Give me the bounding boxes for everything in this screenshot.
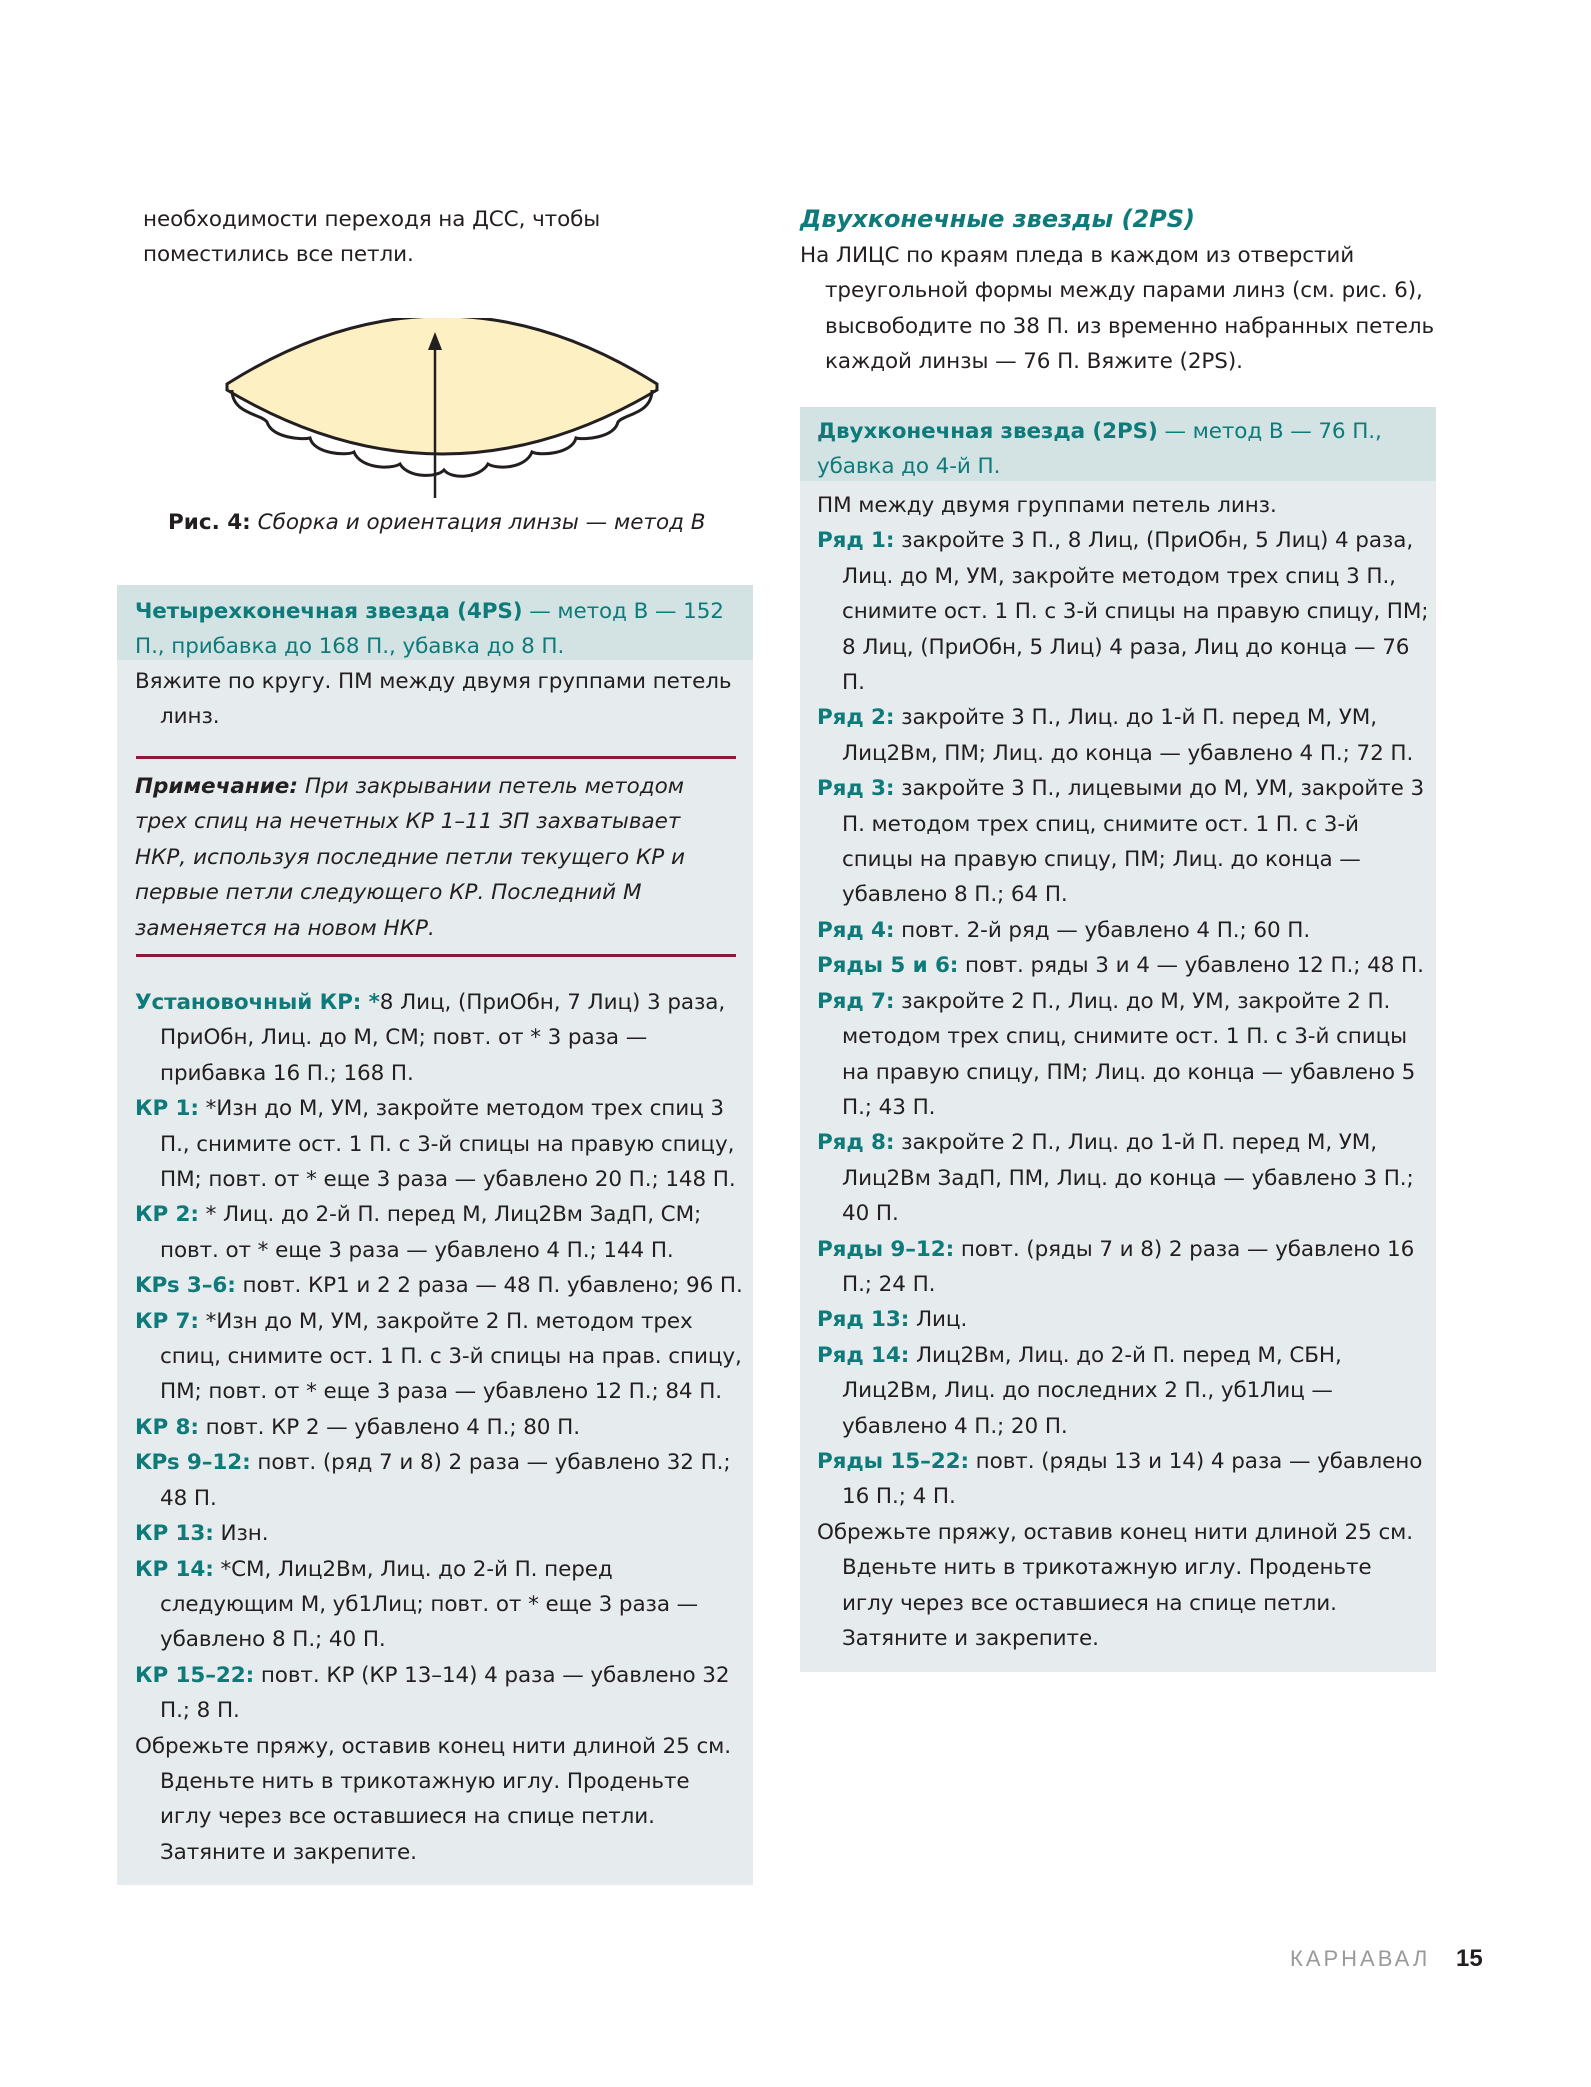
row-kr14: КР 14: *СМ, Лиц2Вм, Лиц. до 2-й П. перед следующим М, уб1Лиц; повт. от * еще 3 раза — убавлено 8 П.; 40 П. [135,1556,699,1653]
row-13: Ряд 13: Лиц. [817,1307,968,1333]
left-intro: необходимости переходя на ДСС, чтобы поместились все петли. [143,207,601,268]
box-4ps-rows [135,985,747,1870]
box-4ps-intro: Вяжите по кругу. ПМ между двумя группами петель линз. [135,669,732,730]
row-kr3-6: KPs 3–6: повт. КР1 и 2 2 раза — 48 П. убавлено; 96 П. [135,1273,743,1299]
figure-caption: Рис. 4: Сборка и ориентация линзы — метод B [168,510,706,535]
row-kr9-12: KPs 9–12: повт. (ряд 7 и 8) 2 раза — убавлено 32 П.; 48 П. [135,1450,731,1511]
lens-figure [222,318,662,498]
row-15-22: Ряды 15–22: повт. (ряды 13 и 14) 4 раза — убавлено 16 П.; 4 П. [817,1448,1423,1510]
row-kr8: КР 8: повт. КР 2 — убавлено 4 П.; 80 П. [135,1414,580,1440]
row-8: Ряд 8: закройте 2 П., Лиц. до 1-й П. перед М, УМ, Лиц2Вм ЗадП, ПМ, Лиц. до конца — убавлено 3 П.; 40 П. [817,1130,1414,1227]
row-kr7: КР 7: *Изн до М, УМ, закройте 2 П. методом трех спиц, снимите ост. 1 П. с 3-й спицы на прав. спицу, ПМ; повт. от * еще 3 раза — убавлено 12 П.; 84 П. [135,1308,742,1405]
row-3: Ряд 3: закройте 3 П., лицевыми до М, УМ, закройте 3 П. методом трех спиц, снимите ост. 1 П. с 3-й спицы на правую спицу, ПМ; Лиц. до конца — убавлено 8 П.; 64 П. [817,776,1425,908]
row-14: Ряд 14: Лиц2Вм, Лиц. до 2-й П. перед М, СБН, Лиц2Вм, Лиц. до последних 2 П., уб1Лиц — убавлено 4 П.; 20 П. [817,1342,1342,1439]
row-4: Ряд 4: повт. 2-й ряд — убавлено 4 П.; 60 П. [817,917,1311,943]
box-2ps-title: Двухконечная звезда (2PS) — метод B — 76 П., убавка до 4-й П. [817,419,1382,480]
lens-shape [227,318,657,454]
box-2ps-intro: ПМ между двумя группами петель линз. [817,493,1277,518]
row-1: Ряд 1: закройте 3 П., 8 Лиц, (ПриОбн, 5 Лиц) 4 раза, Лиц. до М, УМ, закройте методом трех спиц 3 П., снимите ост. 1 П. с 3-й спицы на правую спицу, ПМ; 8 Лиц, (ПриОбн, 5 Лиц) 4 раза, Лиц до конца — 76 П. [817,528,1429,696]
section-heading-2ps: Двухконечные звезды (2PS) [800,205,1196,233]
row-kr13: КР 13: Изн. [135,1521,269,1547]
note-rule-bottom [136,954,736,957]
row-5-6: Ряды 5 и 6: повт. ряды 3 и 4 — убавлено 12 П.; 48 П. [817,953,1424,979]
row-kr15-22: КР 15–22: повт. КР (КР 13–14) 4 раза — убавлено 32 П.; 8 П. [135,1662,730,1724]
note-rule-top [136,756,736,759]
finish-instructions-2ps: Обрежьте пряжу, оставив конец нити длиной 25 см. Вденьте нить в трикотажную иглу. Проденьте иглу через все оставшиеся на спице петли. Затяните и закрепите. [817,1519,1414,1651]
finish-instructions: Обрежьте пряжу, оставив конец нити длиной 25 см. Вденьте нить в трикотажную иглу. Проденьте иглу через все оставшиеся на спице петли. Затяните и закрепите. [135,1733,732,1865]
row-kr2: КР 2: * Лиц. до 2-й П. перед М, Лиц2Вм ЗадП, СМ; повт. от * еще 3 раза — убавлено 4 П.; 144 П. [135,1202,702,1263]
running-footer-title: КАРНАВАЛ [1290,1946,1431,1971]
box-4ps-note: Примечание: При закрывании петель методом трех спиц на нечетных КР 1–11 ЗП захватывает НКР, используя последние петли текущего КР и первые петли следующего КР. Последний М заменяется на новом НКР. [135,774,685,941]
row-7: Ряд 7: закройте 2 П., Лиц. до М, УМ, закройте 2 П. методом трех спиц, снимите ост. 1 П. с 3-й спицы на правую спицу, ПМ; Лиц. до конца — убавлено 5 П.; 43 П. [817,988,1416,1120]
row-setup: Установочный КР: *8 Лиц, (ПриОбн, 7 Лиц) 3 раза, ПриОбн, Лиц. до М, СМ; повт. от * 3 раза — прибавка 16 П.; 168 П. [135,990,726,1086]
row-2: Ряд 2: закройте 3 П., Лиц. до 1-й П. перед М, УМ, Лиц2Вм, ПМ; Лиц. до конца — убавлено 4 П.; 72 П. [817,705,1414,766]
row-kr1: КР 1: *Изн до М, УМ, закройте методом трех спиц 3 П., снимите ост. 1 П. с 3-й спицы на правую спицу, ПМ; повт. от * еще 3 раза — убавлено 20 П.; 148 П. [135,1096,736,1193]
right-intro: На ЛИЦС по краям пледа в каждом из отверстий треугольной формы между парами линз (см. рис. 6), высвободите по 38 П. из временно набранных петель каждой линзы — 76 П. Вяжите (2PS). [800,243,1435,375]
page-number: 15 [1456,1945,1483,1972]
box-4ps-title: Четырехконечная звезда (4PS) — метод B — 152 П., прибавка до 168 П., убавка до 8 П. [135,599,724,660]
box-2ps-rows [817,488,1429,1656]
row-9-12: Ряды 9–12: повт. (ряды 7 и 8) 2 раза — убавлено 16 П.; 24 П. [817,1236,1415,1297]
